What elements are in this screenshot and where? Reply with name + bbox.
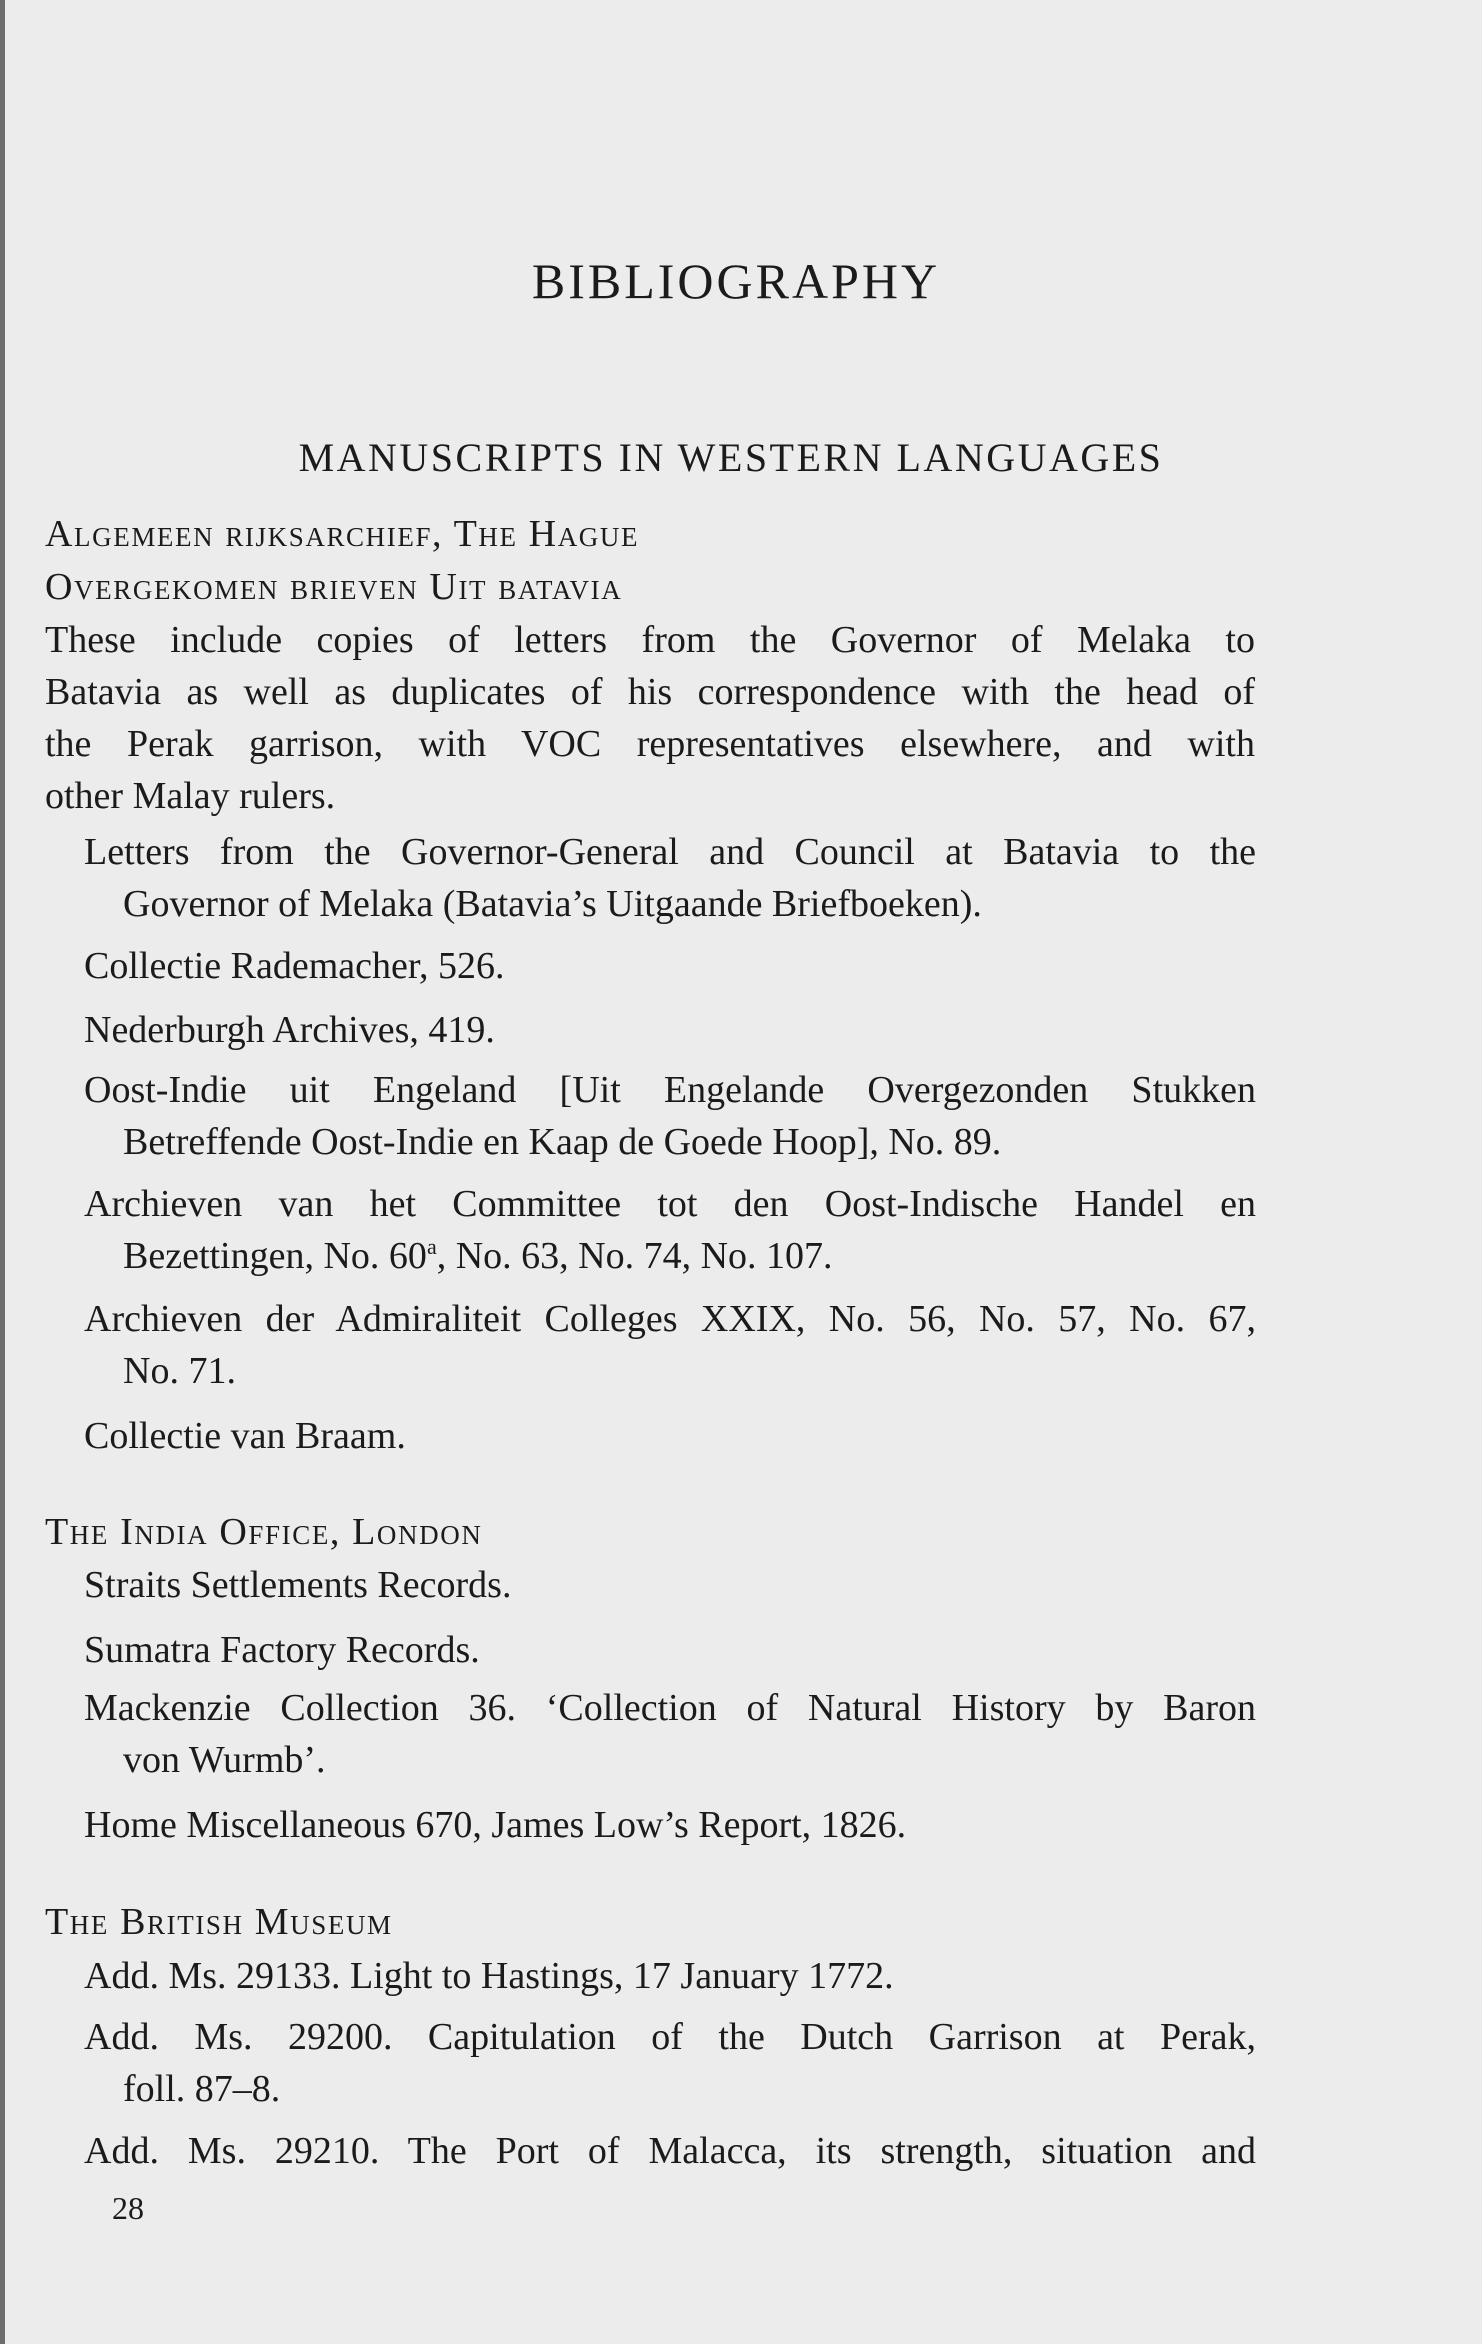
page-title: BIBLIOGRAPHY: [531, 253, 941, 309]
entry-line: Straits Settlements Records.: [84, 1564, 512, 1606]
entry-line: Nederburgh Archives, 419.: [84, 1009, 495, 1051]
text-line: other Malay rulers.: [45, 775, 336, 817]
entry-line: Home Miscellaneous 670, James Low’s Report, 1826.: [84, 1804, 907, 1846]
entry-line: foll. 87–8.: [123, 2068, 281, 2110]
list-item: [84, 1004, 1256, 1056]
list-item: [84, 826, 1256, 930]
entry-line: Add. Ms. 29200. Capitulation of the Dutch Garrison at Perak,: [84, 2016, 1256, 2058]
list-item: [84, 1410, 1256, 1462]
list-item: [84, 2125, 1256, 2177]
archive-subheading: Overgekomen brieven Uit batavia: [45, 566, 623, 608]
archive-description: [45, 614, 1255, 822]
entry-line: Collectie Rademacher, 526.: [84, 945, 505, 987]
entry-line: Betreffende Oost-Indie en Kaap de Goede Hoop], No. 89.: [123, 1121, 1002, 1163]
entry-text: Bezettingen, No. 60: [123, 1235, 427, 1277]
entry-line: von Wurmb’.: [123, 1739, 326, 1781]
text-line: These include copies of letters from the Governor of Melaka to: [45, 619, 1255, 661]
list-item: [84, 1799, 1256, 1851]
page-number: 28: [112, 2190, 144, 2226]
list-item: [84, 1064, 1256, 1168]
entry-line: [84, 1230, 1256, 1282]
section-heading: MANUSCRIPTS IN WESTERN LANGUAGES: [298, 435, 1164, 480]
list-item: [84, 940, 1256, 992]
list-item: [84, 1950, 1256, 2002]
entry-line: Oost-Indie uit Engeland [Uit Engelande Overgezonden Stukken: [84, 1069, 1256, 1111]
list-item: [84, 1178, 1256, 1282]
entry-text: , No. 63, No. 74, No. 107.: [436, 1235, 833, 1277]
entry-line: Letters from the Governor-General and Council at Batavia to the: [84, 831, 1256, 873]
list-item: [84, 1559, 1256, 1611]
entry-line: No. 71.: [123, 1350, 236, 1392]
entry-line: Mackenzie Collection 36. ‘Collection of Natural History by Baron: [84, 1687, 1256, 1729]
text-line: the Perak garrison, with VOC representatives elsewhere, and with: [45, 723, 1255, 765]
entry-line: Governor of Melaka (Batavia’s Uitgaande Briefboeken).: [123, 883, 982, 925]
entry-line: Archieven van het Committee tot den Oost-Indische Handel en: [84, 1183, 1256, 1225]
list-item: [84, 2011, 1256, 2115]
entry-line: Add. Ms. 29210. The Port of Malacca, its strength, situation and: [84, 2130, 1256, 2172]
list-item: [84, 1682, 1256, 1786]
page-edge: [0, 0, 5, 2344]
archive-heading: The India Office, London: [45, 1511, 483, 1553]
list-item: [84, 1293, 1256, 1397]
entry-line: Archieven der Admiraliteit Colleges XXIX, No. 56, No. 57, No. 67,: [84, 1298, 1256, 1340]
list-item: [84, 1624, 1256, 1676]
entry-line: Add. Ms. 29133. Light to Hastings, 17 January 1772.: [84, 1955, 894, 1997]
superscript: a: [426, 1234, 437, 1259]
text-line: Batavia as well as duplicates of his correspondence with the head of: [45, 671, 1255, 713]
entry-line: Sumatra Factory Records.: [84, 1629, 480, 1671]
entry-line: Collectie van Braam.: [84, 1415, 406, 1457]
archive-heading: Algemeen rijksarchief, The Hague: [45, 513, 640, 555]
archive-heading: The British Museum: [45, 1901, 393, 1943]
